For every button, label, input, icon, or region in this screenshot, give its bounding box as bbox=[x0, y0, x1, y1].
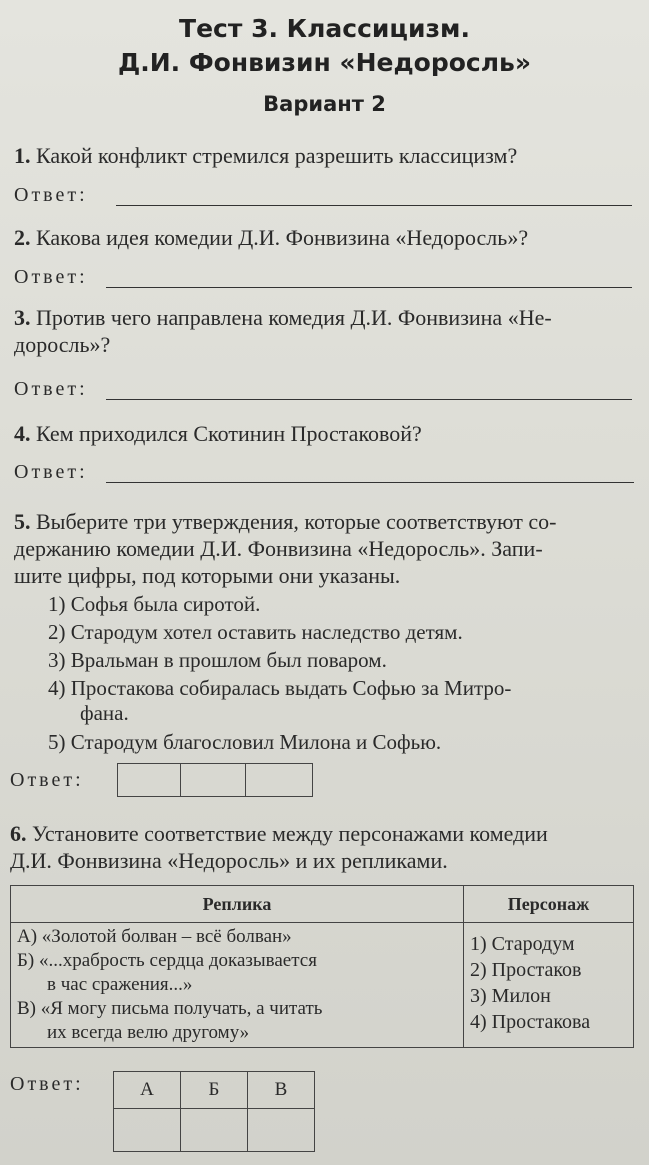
character-item: 3) Милон bbox=[470, 985, 551, 1007]
question-number: 3. bbox=[14, 305, 31, 330]
question-text: Установите соответствие между персонажами комедии bbox=[32, 821, 548, 846]
answer-grid bbox=[113, 1071, 315, 1152]
option-item: 3) Вральман в прошлом был поваром. bbox=[48, 648, 387, 672]
character-item: 2) Простаков bbox=[470, 959, 582, 981]
test-subtitle: Д.И. Фонвизин «Недоросль» bbox=[117, 48, 532, 77]
column-header-reply: Реплика bbox=[11, 886, 464, 923]
answer-label: Ответ: bbox=[10, 1073, 84, 1095]
question-4 bbox=[14, 420, 634, 447]
matching-table bbox=[10, 885, 634, 1048]
question-number: 6. bbox=[10, 821, 27, 846]
answer-grid-header-a: А bbox=[114, 1072, 181, 1109]
test-title: Тест 3. Классицизм. bbox=[179, 14, 470, 43]
reply-item-continued: их всегда велю другому» bbox=[47, 1022, 250, 1043]
question-1 bbox=[14, 142, 634, 169]
character-item: 1) Стародум bbox=[470, 933, 575, 955]
answer-grid-header-b: Б bbox=[181, 1072, 248, 1109]
question-6 bbox=[10, 820, 630, 874]
answer-line-1[interactable] bbox=[116, 205, 632, 206]
question-2 bbox=[14, 224, 634, 251]
question-number: 4. bbox=[14, 421, 31, 446]
question-number: 1. bbox=[14, 143, 31, 168]
answer-line-2[interactable] bbox=[106, 287, 632, 288]
answer-grid-header-v: В bbox=[248, 1072, 315, 1109]
option-item: 5) Стародум благословил Милона и Софью. bbox=[48, 730, 442, 754]
option-item: 4) Простакова собиралась выдать Софью за Митро- bbox=[48, 676, 512, 700]
question-text: Какой конфликт стремился разрешить классицизм? bbox=[36, 143, 518, 168]
answer-label: Ответ: bbox=[14, 266, 88, 288]
question-text: Какова идея комедии Д.И. Фонвизина «Недоросль»? bbox=[36, 225, 529, 250]
question-3 bbox=[14, 304, 634, 358]
answer-line-4[interactable] bbox=[106, 482, 634, 483]
answer-box-2[interactable] bbox=[180, 763, 246, 797]
answer-label: Ответ: bbox=[14, 184, 88, 206]
replies-cell bbox=[11, 923, 464, 1048]
option-item: 1) Софья была сиротой. bbox=[48, 592, 261, 616]
question-number: 2. bbox=[14, 225, 31, 250]
reply-item: В) «Я могу письма получать, а читать bbox=[17, 998, 323, 1019]
question-5 bbox=[14, 508, 634, 589]
question-text: Против чего направлена комедия Д.И. Фонвизина «Не- bbox=[36, 305, 552, 330]
question-text: Выберите три утверждения, которые соответствуют со- bbox=[36, 509, 557, 534]
answer-box-3[interactable] bbox=[245, 763, 313, 797]
character-item: 4) Простакова bbox=[470, 1011, 591, 1033]
reply-item-continued: в час сражения...» bbox=[47, 974, 193, 995]
answer-label: Ответ: bbox=[14, 378, 88, 400]
option-item-continued: фана. bbox=[80, 701, 129, 725]
variant-label: Вариант 2 bbox=[263, 92, 386, 116]
option-item: 2) Стародум хотел оставить наследство детям. bbox=[48, 620, 463, 644]
answer-grid-cell-a[interactable] bbox=[114, 1109, 181, 1152]
reply-item: А) «Золотой болван – всё болван» bbox=[17, 926, 292, 947]
answer-box-1[interactable] bbox=[117, 763, 181, 797]
answer-label: Ответ: bbox=[10, 769, 84, 791]
question-text: держанию комедии Д.И. Фонвизина «Недоросль». Запи- bbox=[14, 536, 543, 561]
reply-item: Б) «...храбрость сердца доказывается bbox=[17, 950, 317, 971]
answer-grid-cell-v[interactable] bbox=[248, 1109, 315, 1152]
answer-label: Ответ: bbox=[14, 461, 88, 483]
question-text: Д.И. Фонвизина «Недоросль» и их репликами. bbox=[10, 848, 448, 873]
question-text: Кем приходился Скотинин Простаковой? bbox=[36, 421, 422, 446]
characters-cell bbox=[464, 923, 634, 1048]
question-text: шите цифры, под которыми они указаны. bbox=[14, 563, 401, 588]
answer-grid-cell-b[interactable] bbox=[181, 1109, 248, 1152]
question-number: 5. bbox=[14, 509, 31, 534]
question-text: доросль»? bbox=[14, 332, 111, 357]
column-header-character: Персонаж bbox=[464, 886, 634, 923]
answer-line-3[interactable] bbox=[106, 399, 632, 400]
